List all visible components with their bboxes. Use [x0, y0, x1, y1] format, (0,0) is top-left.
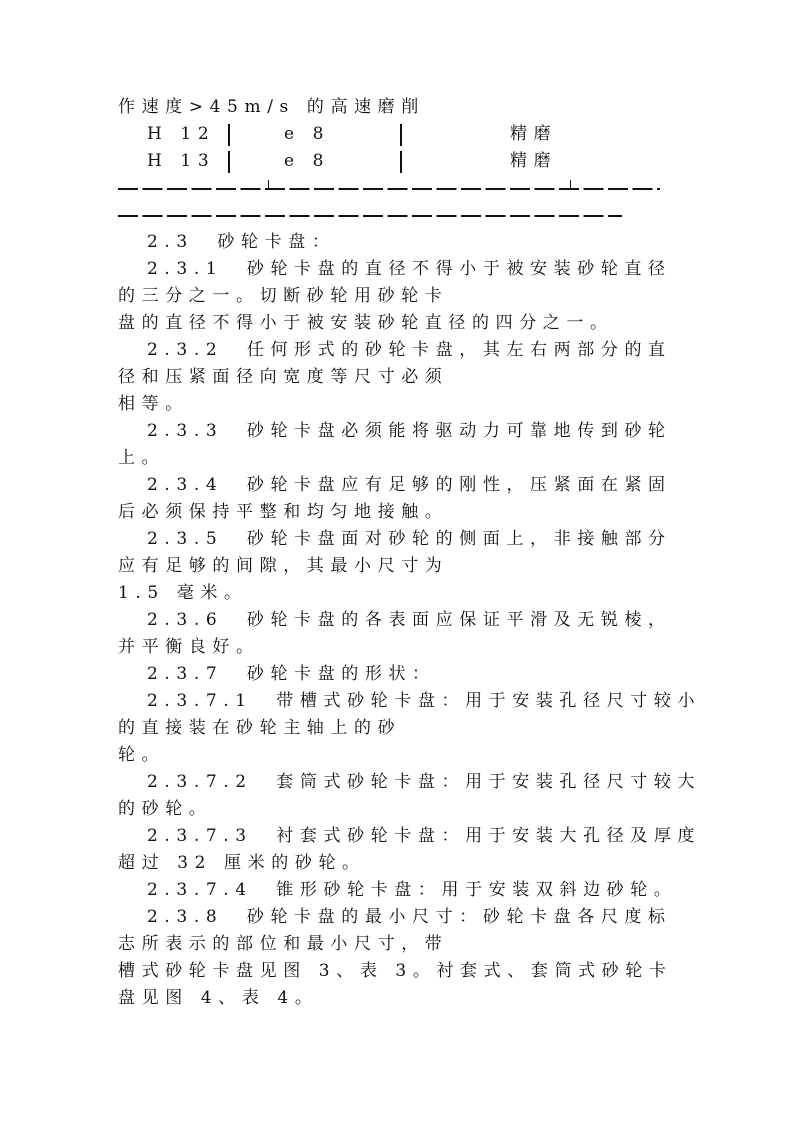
table-bottom-rule [118, 175, 678, 202]
text-line: 2.3.8 砂轮卡盘的最小尺寸：砂轮卡盘各尺度标 [147, 907, 672, 927]
text-line: 2.3.3 砂轮卡盘必须能将驱动力可靠地传到砂轮 [147, 421, 672, 441]
table-cell-tolerance: H 13 [147, 151, 216, 171]
text-line: 的直接装在砂轮主轴上的砂 [118, 718, 402, 738]
text-line: 超过 32 厘米的砂轮。 [118, 853, 366, 873]
text-line: 并平衡良好。 [118, 637, 260, 657]
text-line: 2.3.7 砂轮卡盘的形状： [147, 664, 436, 684]
table-cell-tolerance: H 12 [147, 124, 216, 144]
table-cell-fit: e 8 [284, 151, 331, 171]
text-line: 2.3.7.2 套筒式砂轮卡盘：用于安装孔径尺寸较大 [147, 772, 702, 792]
table-divider [400, 124, 402, 146]
intro-line: 作速度>45m/s 的高速磨削 [118, 97, 425, 117]
text-line: 2.3 砂轮卡盘： [147, 232, 336, 252]
text-line: 2.3.7.4 锥形砂轮卡盘：用于安装双斜边砂轮。 [147, 880, 678, 900]
table-row [118, 148, 678, 175]
table-divider [228, 124, 230, 146]
table-divider [228, 151, 230, 173]
text-line: 槽式砂轮卡盘见图 3、表 3。衬套式、套筒式砂轮卡 [118, 961, 673, 981]
table-cell-process: 精磨 [510, 151, 558, 171]
text-line: 的三分之一。切断砂轮用砂轮卡 [118, 286, 449, 306]
text-line: 2.3.7.3 衬套式砂轮卡盘：用于安装大孔径及厚度 [147, 826, 702, 846]
text-line: 2.3.5 砂轮卡盘面对砂轮的侧面上，非接触部分 [147, 529, 672, 549]
text-line: 应有足够的间隙，其最小尺寸为 [118, 556, 449, 576]
text-line: 上。 [118, 448, 166, 468]
table-divider [400, 151, 402, 173]
text-line: 盘的直径不得小于被安装砂轮直径的四分之一。 [118, 313, 614, 333]
text-line: 2.3.2 任何形式的砂轮卡盘，其左右两部分的直 [147, 340, 672, 360]
text-line: 2.3.1 砂轮卡盘的直径不得小于被安装砂轮直径 [147, 259, 672, 279]
table-row [118, 121, 678, 148]
text-line: 的砂轮。 [118, 799, 213, 819]
text-line: 盘见图 4、表 4。 [118, 988, 319, 1008]
text-line: 2.3.7.1 带槽式砂轮卡盘：用于安装孔径尺寸较小 [147, 691, 702, 711]
text-line: 1.5 毫米。 [118, 583, 248, 603]
text-line: 后必须保持平整和均匀地接触。 [118, 502, 449, 522]
table-cell-process: 精磨 [510, 124, 558, 144]
text-line: 相等。 [118, 394, 189, 414]
text-line: 2.3.6 砂轮卡盘的各表面应保证平滑及无锐棱， [147, 610, 672, 630]
text-line: 2.3.4 砂轮卡盘应有足够的刚性，压紧面在紧固 [147, 475, 672, 495]
text-line: 径和压紧面径向宽度等尺寸必须 [118, 367, 449, 387]
text-line: 志所表示的部位和最小尺寸，带 [118, 934, 449, 954]
table-cell-fit: e 8 [284, 124, 331, 144]
table-separator-rule [118, 202, 678, 229]
text-line: 轮。 [118, 745, 166, 765]
document-page [118, 94, 702, 1012]
